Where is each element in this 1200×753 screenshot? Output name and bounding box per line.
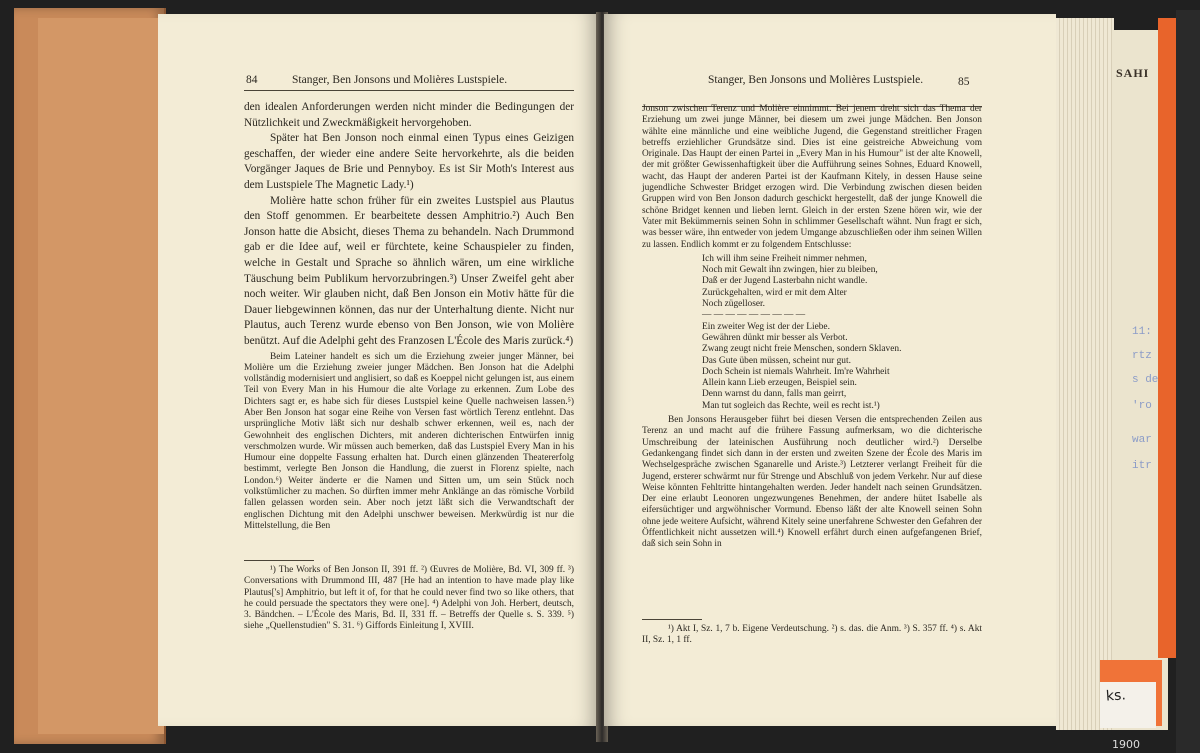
ghost-text-line: 'ro [1132,400,1152,412]
left-page [158,14,598,726]
verse-block-1 [702,254,982,412]
bottom-fragment-text: 1900 [1112,738,1140,751]
verse-line: Daß er der Jugend Lasterbahn nicht wandle. [702,276,868,287]
left-paragraph-3: Molière hatte schon früher für ein zweites Lustspiel aus Plautus den Stoff genommen. Er bearbeitete dessen Amphitrio.²) Auch Ben Jonson hatte die Absicht, dieses Thema zu behandeln. Nach Drummond gab er die Idee auf, weil er fürchtete, keine Schauspieler zu finden, welche in Gestalt und Sprache so ähnlich wären, um eine wirkliche Täuschung beim Publikum hervorzubringen.³) Unser Zweifel geht aber noch weiter. Wir glauben nicht, daß Ben Jonson ein Motiv hätte für die Dauer liebgewinnen können, das nur der Unterhaltung diente. Nicht nur Plautus, auch Terenz wurde ebenso von Ben Jonson, wie von Molière benützt. Auf die Adelphi geht des Franzosen L'École des Maris zurück.⁴) [244,194,574,347]
verse-line: Denn warnst du dann, falls man geirrt, [702,389,847,400]
ghost-text-line: s de [1132,374,1159,386]
right-paragraph-1: Jonson zwischen Terenz und Molière einnimmt. Bei jenem dreht sich das Thema der Erziehung um zwei junge Männer, bei diesem um zwei junge Mädchen. Ben Jonson wählte eine männliche und eine weibliche Jugend, die Gegenstand streitlicher Fragen betreffs erziehlicher Grundsätze sind. Dies ist eine geistreiche Abweichung vom Originale. Das Haupt der einen Partei in „Every Man in his Humour" ist der alte Knowell, der mit größter Gewissenhaftigkeit über die Aufführung seines Sohnes, Eduard Knowell, wacht, das Haupt der anderen Partei ist der Kaufmann Kitely, in dessen Hause seine jugendliche Schwester Bridget erzogen wird. Die Verbindung zwischen diesen beiden Gruppen wird von Ben Jonson dadurch geschickt hergestellt, daß der junge Knowell die schöne Bridget kennen und lieben lernt. Gleich in der ersten Szene hören wir, wie der Vater mit Bekümmernis seinen Sohn in schlimmer Gesellschaft wähnt. Nun fragt er sich, was besser wäre, ihn entweder von jedem Umgange abzuschließen oder ihm seinen Willen zu lassen. Endlich kommt er zu folgendem Entschlusse: [642,104,982,250]
left-page-number: 84 [246,74,258,86]
right-footnotes [642,624,982,647]
ghost-text-line: war [1132,434,1152,446]
left-footnote-text: ¹) The Works of Ben Jonson II, 391 ff. ²) Œuvres de Molière, Bd. VI, 309 ff. ³) Conversations with Drummond III, 487 [He had an intention to have made play like Plautus['s] Amphitrio, but left it of, for that he could never find two so like others, that he could persuade the spectators they were one]. ⁴) Adelphi von Joh. Herbert, deutsch, 3. Bändchen. – L'École des Maris, Bd. II, 331 ff. – Betreffs der Quelle s. S. 339. ⁵) siehe „Quellenstudien" S. 31. ⁶) Giffords Einleitung I, XVIII. [244,565,574,632]
left-paragraph-1: den idealen Anforderungen werden nicht minder die Bedingungen der Nützlichkeit und Zweckmäßigkeit hervorgehoben. [244,101,574,129]
left-footnote-rule [244,560,314,561]
verse-line: Das Gute üben müssen, scheint nur gut. [702,355,851,366]
left-main-text [244,100,574,532]
right-edge-shadow [1176,10,1200,753]
verse-line: Zurückgehalten, wird er mit dem Alter [702,287,847,298]
right-page [604,14,1056,726]
verse-line: Ein zweiter Weg ist der der Liebe. [702,321,830,332]
right-paragraph-2: Ben Jonsons Herausgeber führt bei diesen Versen die entsprechenden Zeilen aus Terenz an und macht auf die frühere Fassung aufmerksam, wo die dichterische Umschreibung der lateinischen Ausführung noch deutlicher wird.²) Derselbe Gedankengang findet sich dann in der ersten und zweiten Szene der École des Maris im Wechselgespräche zwischen Sganarelle und Ariste.³) Letzterer verlangt Freiheit für die Jugend, ersterer schwärmt nur für Strenge und Abschluß von jedem Verkehr. Nur auf diese Weise könnten Fehltritte hintangehalten werden. Jeder handelt nach seinen Grundsätzen. Der eine erlaubt Leonoren ungezwungenes Benehmen, der andere hütet Isabelle als eifersüchtiger und argwöhnischer Vormund. Ebenso läßt der alte Knowell seinen Sohn ohne jede weitere Aufsicht, während Kitely seine unerfahrene Schwester den Gefahren der Öffentlichkeit nicht aussetzen will.⁴) Knowell erfährt durch einen aufgefangenen Brief, daß sich sein Sohn in [642,415,982,550]
verse-dash-line: — — — — — — — — — [702,310,806,321]
left-footnotes [244,565,574,633]
verse-line: Noch mit Gewalt ihn zwingen, hier zu bleiben, [702,265,878,276]
left-running-title: Stanger, Ben Jonsons und Molières Lustspiele. [292,74,508,86]
verse-line: Ich will ihm seine Freiheit nimmer nehmen, [702,253,867,264]
right-footnote-rule [642,619,702,620]
ghost-text-line: itr [1132,460,1152,472]
handwritten-note: ks. [1105,687,1127,705]
book-cover-left [14,8,166,744]
ghost-text-line: rtz [1132,350,1152,362]
verse-line: Gewähren dünkt mir besser als Verbot. [702,332,848,343]
orange-bookmark-tab [1158,18,1178,658]
handwritten-slip [1100,682,1156,728]
verse-line: Zwang zeugt nicht freie Menschen, sondern Sklaven. [702,344,902,355]
right-running-title: Stanger, Ben Jonsons und Molières Lustspiele. [708,74,924,86]
right-footnote-text: ¹) Akt I, Sz. 1, 7 b. Eigene Verdeutschung. ²) s. das. die Anm. ³) S. 357 ff. ⁴) s. Akt II, Sz. 1, 1 ff. [642,624,982,646]
right-page-number: 85 [958,76,970,88]
next-page-header: SAHI [1116,66,1150,80]
left-head-rule [244,90,574,91]
page-stack-edge [1056,18,1114,730]
left-paragraph-2: Später hat Ben Jonson noch einmal einen Typus eines Geizigen geschaffen, der wieder eine andere Seite hervorkehrte, als die beiden Vorgänger Jaques de Brie und Pennyboy. Es ist Sir Moth's Interest aus dem Lustspiele The Magnetic Lady.¹) [244,132,574,191]
ghost-text-line: 11: [1132,326,1152,338]
right-main-text [642,104,982,551]
verse-line: Allein kann Lieb erzeugen, Beispiel sein. [702,378,857,389]
verse-line: Noch zügelloser. [702,299,766,310]
verse-line: Doch Schein ist niemals Wahrheit. Im're Wahrheit [702,366,890,377]
verse-line: Man tut sogleich das Rechte, weil es recht ist.¹) [702,400,880,411]
left-paragraph-small: Beim Lateiner handelt es sich um die Erziehung zweier junger Männer, bei Molière um die Erziehung zweier junger Mädchen. Ben Jonson hat die Adelphi vollständig modernisiert und anglisiert, so daß es Koeppel nicht gelungen ist, aus einem Teil von Every Man in his Humour die alte Vorlage zu erkennen. Zum Lobe des Dichters sagt er, es habe sich für dieses Lustspiel keine Quelle nachweisen lassen.⁵) Aber Ben Jonson hat sogar eine Reihe von Versen fast wörtlich Terenz entlehnt. Das ursprüngliche Motiv läßt sich nur deshalb schwer erkennen, weil es, nach der Gewohnheit des englischen Dichters, mit anderen dichterischen Entwürfen innig verschmolzen wurde. Wir müssen auch bemerken, daß das Lustspiel Every Man in his Humour eine doppelte Fassung erhalten hat. Durch einen glänzenden Theatererfolg bestimmt, verlegte Ben Jonson die Handlung, die zuerst in Florenz spielte, nach London.⁶) Weiter änderte er die Namen und Sitten um, um sein Stück noch volkstümlicher zu machen. So dürften immer mehr Anklänge an das römische Vorbild fallen gelassen worden sein. Aber noch jetzt läßt sich die Verwandtschaft der englischen Dichtung mit den Adelphi unschwer beweisen. Merkwürdig ist nur die Mittelstellung, die Ben [244,351,574,531]
